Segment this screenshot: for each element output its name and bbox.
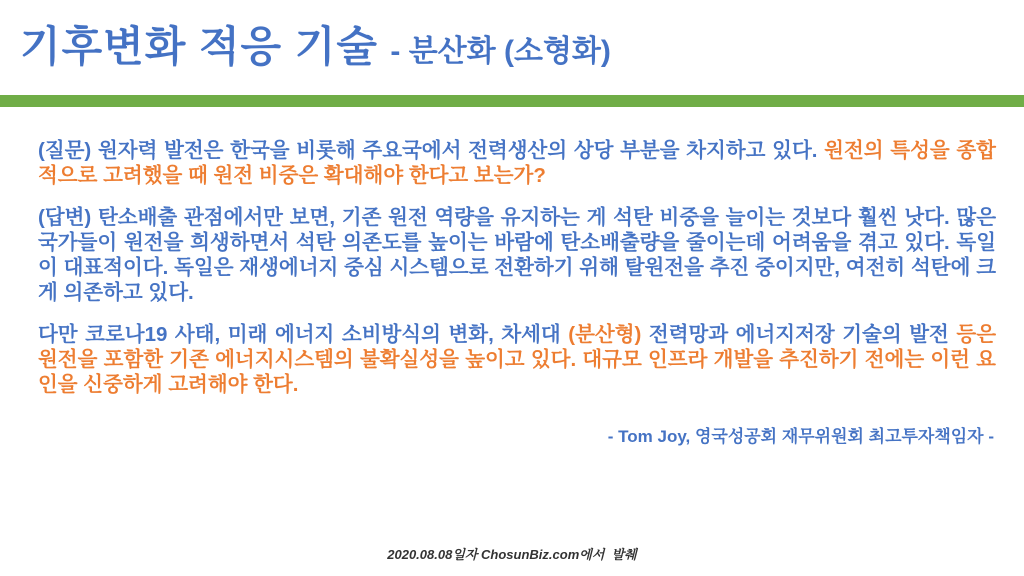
text-segment: 등은 원전을 포함한 기존 에너지시스템의 불확실성을 높이고 있다. 대규모 인프라 개발을 추진하기 전에는 이런 요인을 신중하게 고려해야 한다.	[38, 323, 996, 396]
paragraph-2	[38, 205, 996, 305]
text-segment: 원전의 특성을 종합적으로 고려했을 때 원전 비중은 확대해야 한다고 보는가?	[38, 139, 996, 187]
text-segment: 전력망과 에너지저장 기술의 발전	[648, 323, 957, 346]
text-segment: 다만 코로나19 사태, 미래 에너지 소비방식의 변화, 차세대	[38, 323, 569, 346]
footer-citation: 2020.08.08일자 ChosunBiz.com에서 발췌	[387, 547, 637, 562]
paragraph-3	[38, 322, 996, 397]
attribution: - Tom Joy, 영국성공회 재무위원회 최고투자책임자 -	[607, 427, 994, 446]
body-content	[0, 107, 1024, 447]
title-sub: - 분산화 (소형화)	[390, 35, 611, 68]
paragraph-1	[38, 138, 996, 188]
body-paragraphs	[38, 138, 996, 397]
text-segment: (답변) 탄소배출 관점에서만 보면, 기존 원전 역량을 유지하는 게 석탄 비중을 늘이는 것보다 훨씬 낫다. 많은 국가들이 원전을 희생하면서 석탄 의존도를 높이는 바람에 탄소배출량을 줄이는데 어려움을 겪고 있다. 독일이 대표적이다. 독일은 재생에너지 중심 시스템으로 전환하기 위해 탈원전을 추진 중이지만, 여전히 석탄에 크게 의존하고 있다.	[38, 206, 996, 304]
page-title	[0, 0, 1024, 95]
text-segment: (질문) 원자력 발전은 한국을 비롯해 주요국에서 전력생산의 상당 부분을 차지하고 있다.	[38, 139, 825, 162]
title-main: 기후변화 적응 기술	[20, 23, 378, 70]
text-segment: (분산형)	[568, 323, 649, 346]
divider-bar	[0, 95, 1024, 107]
